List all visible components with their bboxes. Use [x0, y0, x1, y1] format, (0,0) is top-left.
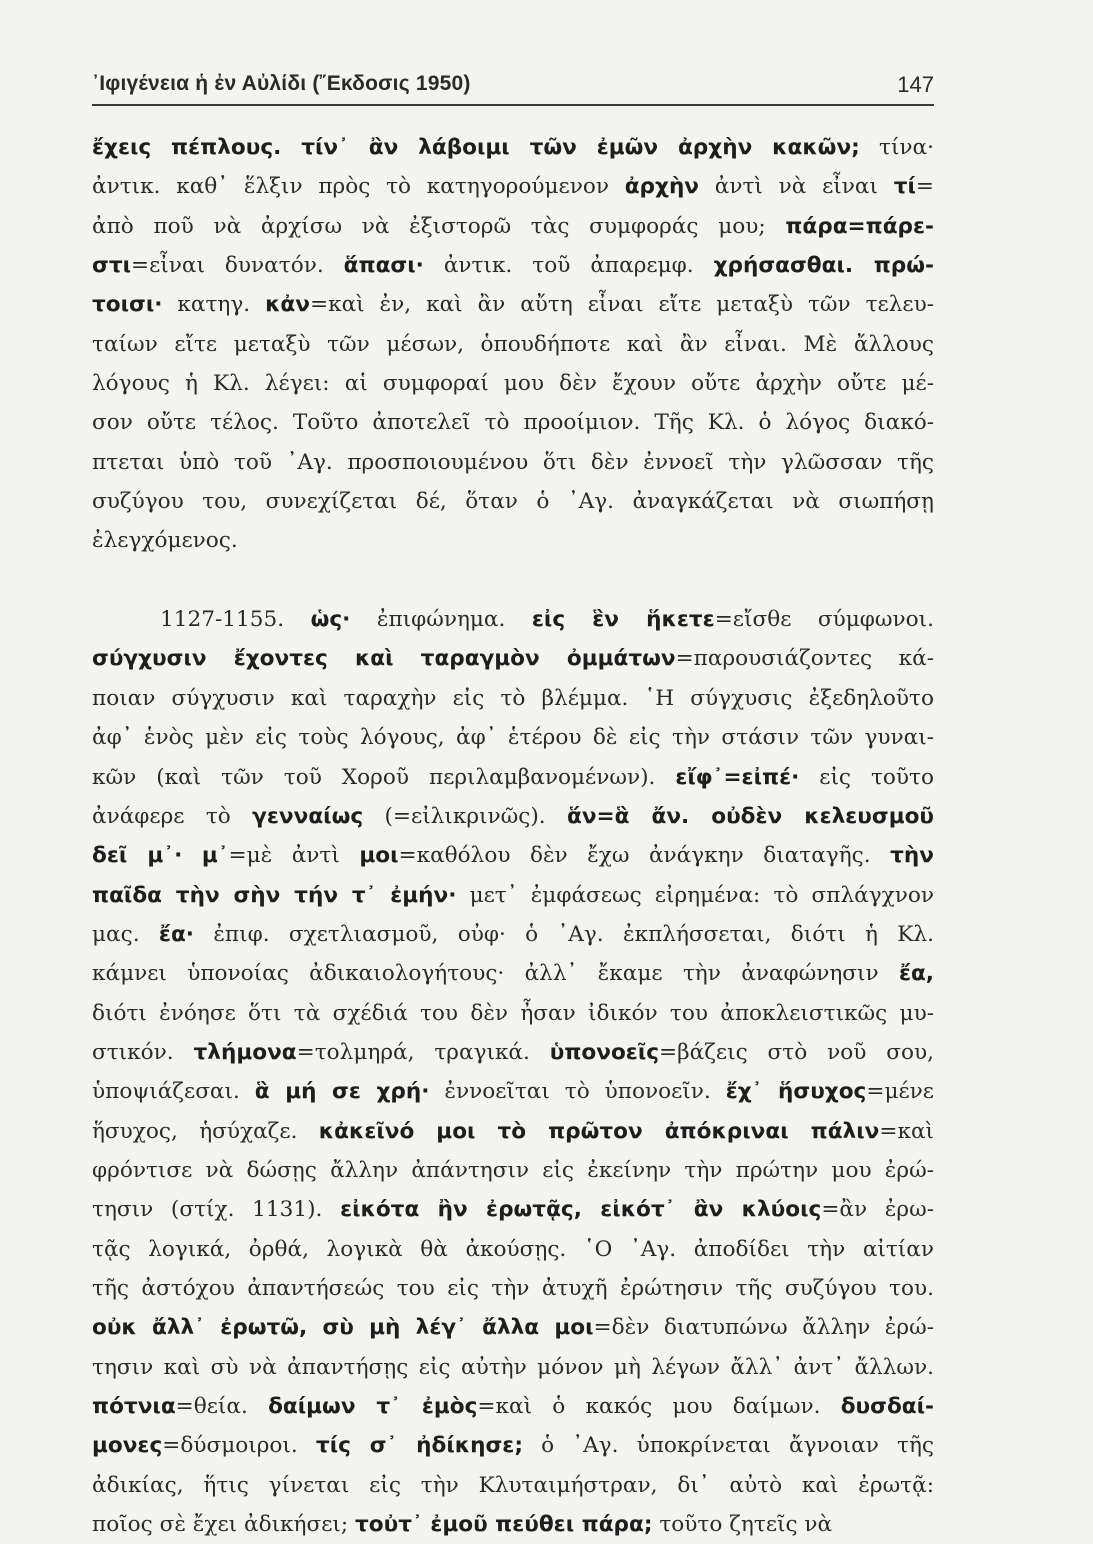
- text-line: [92, 1230, 934, 1269]
- text-line: [92, 954, 934, 993]
- text-segment: ἥσυχος, ἡσύχαζε.: [92, 1118, 319, 1144]
- bold-lemma: μονες: [92, 1433, 163, 1459]
- text-line: [92, 758, 934, 797]
- bold-lemma: ἔα,: [898, 961, 934, 987]
- bold-lemma: ἃ μή σε χρή·: [254, 1079, 430, 1105]
- text-segment: ταίων εἴτε μεταξὺ τῶν μέσων, ὁπουδήποτε καὶ ἂν εἶναι. Μὲ ἄλλους: [92, 331, 934, 357]
- text-segment: ἐλεγχόμενος.: [92, 528, 238, 554]
- text-segment: =μένε: [866, 1079, 934, 1105]
- text-segment: ὑποψιάζεσαι.: [92, 1079, 255, 1105]
- text-line: [92, 718, 934, 757]
- bold-lemma: δυσδαί-: [840, 1394, 934, 1419]
- text-segment: τησιν καὶ σὺ νὰ ἀπαντήσῃς εἰς αὐτὴν μόνον μὴ λέγων ἄλλ᾿ ἀντ᾿ ἄλλων.: [92, 1354, 934, 1380]
- text-segment: στικόν.: [92, 1039, 194, 1065]
- text-segment: διότι ἐνόησε ὅτι τὰ σχέδιά του δὲν ἦσαν ἰδικόν του ἀποκλειστικῶς μυ-: [92, 1000, 934, 1026]
- text-segment: ἐπιφώνημα.: [350, 607, 532, 633]
- bold-lemma: ἔχ᾿ ἥσυχος: [725, 1079, 867, 1105]
- text-segment: (=εἰλικρινῶς).: [363, 803, 567, 829]
- bold-lemma: ὑπονοεῖς: [549, 1039, 660, 1065]
- bold-lemma: τί: [893, 174, 916, 200]
- bold-lemma: ἔχεις πέπλους. τίν᾿ ἂν λάβοιμι τῶν ἐμῶν ἀρχὴν κακῶν;: [92, 135, 860, 160]
- bold-lemma: τοὐτ᾿ ἐμοῦ πεύθει πάρα;: [355, 1512, 653, 1538]
- text-line: [92, 207, 934, 246]
- text-line: [92, 994, 934, 1033]
- text-segment: λόγους ἡ Κλ. λέγει: αἱ συμφοραί μου δὲν ἔχουν οὔτε ἀρχὴν οὔτε μέ-: [92, 371, 934, 397]
- text-line: [92, 1348, 934, 1387]
- text-segment: =δύσμοιροι.: [162, 1433, 316, 1459]
- running-header: [92, 70, 934, 106]
- text-segment: ποιαν σύγχυσιν καὶ ταραχὴν εἰς τὸ βλέμμα. ῾Η σύγχυσις ἐξεδηλοῦτο: [92, 685, 934, 711]
- bold-lemma: τλήμονα: [193, 1039, 297, 1065]
- text-segment: μετ᾿ ἐμφάσεως εἰρημένα: τὸ σπλάγχνον: [456, 882, 934, 908]
- text-line: [92, 325, 934, 364]
- text-line: [92, 1033, 934, 1072]
- text-segment: =καὶ ὁ κακός μου δαίμων.: [477, 1394, 841, 1419]
- text-line: [92, 876, 934, 915]
- text-line: [92, 1112, 934, 1151]
- bold-lemma: ἅν=ἃ ἄν. οὐδὲν κελευσμοῦ: [566, 803, 935, 829]
- text-line: [92, 797, 934, 836]
- text-line: [92, 679, 934, 718]
- text-segment: κατηγ.: [162, 292, 266, 318]
- bold-lemma: δαίμων τ᾿ ἐμὸς: [268, 1394, 478, 1419]
- text-segment: =καθόλου δὲν ἔχω ἀνάγκην διαταγῆς.: [398, 843, 891, 869]
- text-segment: =καὶ ἐν, καὶ ἂν αὔτη εἶναι εἴτε μεταξὺ τῶν τελευ-: [309, 292, 934, 318]
- text-segment: =ἂν ἐρω-: [821, 1197, 934, 1223]
- commentary-text: [92, 128, 934, 1544]
- text-line: [92, 403, 934, 442]
- text-line: [92, 1308, 934, 1347]
- text-line: [92, 1151, 934, 1190]
- bold-lemma: κἀκεῖνό μοι τὸ πρῶτον ἀπόκριναι πάλιν: [318, 1118, 880, 1144]
- text-line: [92, 639, 934, 678]
- bold-lemma: ὡς·: [310, 607, 351, 633]
- text-segment: ἀπὸ ποῦ νὰ ἀρχίσω νὰ ἐξιστορῶ τὰς συμφοράς μου;: [92, 213, 786, 239]
- text-segment: ἐννοεῖται τὸ ὑπονοεῖν.: [429, 1079, 726, 1105]
- bold-lemma: χρήσασθαι. πρώ-: [713, 253, 934, 279]
- text-segment: =: [915, 174, 934, 200]
- text-segment: ἀντικ. καθ᾿ ἕλξιν πρὸς τὸ κατηγορούμενον: [92, 174, 625, 200]
- text-segment: ὁ ᾿Αγ. ὑποκρίνεται ἄγνοιαν τῆς: [522, 1433, 934, 1459]
- bold-lemma: σύγχυσιν ἔχοντες καὶ ταραγμὸν ὀμμάτων: [92, 646, 676, 672]
- text-segment: ἐπιφ. σχετλιασμοῦ, οὐφ· ὁ ᾿Αγ. ἐκπλήσσεται, διότι ἡ Κλ.: [193, 921, 934, 947]
- text-segment: =παρουσιάζοντες κά-: [675, 646, 934, 672]
- text-segment: κῶν (καὶ τῶν τοῦ Χοροῦ περιλαμβανομένων).: [92, 764, 676, 790]
- bold-lemma: τὴν: [890, 843, 934, 869]
- text-segment: =καὶ: [879, 1118, 934, 1144]
- text-segment: ἀφ᾿ ἑνὸς μὲν εἰς τοὺς λόγους, ἀφ᾿ ἑτέρου δὲ εἰς τὴν στάσιν τῶν γυναι-: [92, 725, 934, 751]
- text-segment: =θεία.: [175, 1394, 269, 1419]
- text-segment: =εἴσθε σύμφωνοι.: [714, 607, 934, 633]
- text-line: [92, 1387, 934, 1426]
- text-segment: τησιν (στίχ. 1131).: [92, 1197, 341, 1223]
- text-line: [92, 246, 934, 285]
- text-segment: εἰς τοῦτο: [799, 764, 935, 790]
- text-segment: ἀντὶ νὰ εἶναι: [699, 174, 894, 200]
- text-segment: ἀντικ. τοῦ ἀπαρεμφ.: [423, 253, 714, 279]
- text-segment: σον οὔτε τέλος. Τοῦτο ἀποτελεῖ τὸ προοίμιον. Τῆς Κλ. ὁ λόγος διακό-: [92, 410, 934, 436]
- text-line: [92, 1426, 934, 1465]
- text-line: [92, 128, 934, 167]
- text-segment: μας.: [92, 921, 159, 947]
- bold-lemma: εἰκότα ἢν ἐρωτᾷς, εἰκότ᾿ ἂν κλύοις: [340, 1197, 822, 1223]
- text-segment: 1127-1155.: [160, 607, 311, 633]
- text-segment: τῆς ἀστόχου ἀπαντήσεώς του εἰς τὴν ἀτυχῆ ἐρώτησιν τῆς συζύγου του.: [92, 1275, 934, 1301]
- header-title: ᾿Ιφιγένεια ἡ ἐν Αὐλίδι (῎Εκδοσις 1950): [92, 72, 471, 95]
- text-line: [92, 1072, 934, 1111]
- text-line: [92, 1466, 934, 1505]
- bold-lemma: πότνια: [92, 1394, 176, 1419]
- text-segment: [182, 843, 202, 868]
- text-line: [92, 915, 934, 954]
- bold-lemma: εἴφ᾿=εἰπέ·: [675, 764, 800, 790]
- bold-lemma: μοι: [359, 843, 399, 869]
- text-line: [92, 443, 934, 482]
- text-segment: φρόντισε νὰ δώσῃς ἄλλην ἀπάντησιν εἰς ἐκείνην τὴν πρώτην μου ἐρώ-: [92, 1157, 934, 1183]
- text-segment: πτεται ὑπὸ τοῦ ᾿Αγ. προσποιουμένου ὅτι δὲν ἐννοεῖ τὴν γλῶσσαν τῆς: [92, 449, 934, 475]
- text-segment: =εἶναι δυνατόν.: [131, 253, 344, 279]
- text-segment: ποῖος σὲ ἔχει ἀδικήσει;: [92, 1512, 356, 1538]
- text-line: [92, 1190, 934, 1229]
- bold-lemma: κἀν: [265, 292, 310, 318]
- bold-lemma: ἔα·: [158, 921, 194, 947]
- bold-lemma: στι: [92, 253, 132, 279]
- bold-lemma: τίς σ᾿ ἠδίκησε;: [315, 1433, 523, 1459]
- text-line: [92, 600, 934, 639]
- text-segment: ἀνάφερε τὸ: [92, 803, 253, 829]
- text-segment: =βάζεις στὸ νοῦ σου,: [659, 1039, 934, 1065]
- text-line: [92, 482, 934, 521]
- page-number: 147: [897, 72, 934, 97]
- text-line: [92, 1505, 934, 1544]
- text-line: [92, 167, 934, 206]
- bold-lemma: μ᾿: [201, 843, 229, 869]
- text-line: [92, 836, 934, 875]
- text-segment: κάμνει ὑπονοίας ἀδικαιολογήτους· ἀλλ᾿ ἔκαμε τὴν ἀναφώνησιν: [92, 961, 899, 987]
- bold-lemma: οὐκ ἄλλ᾿ ἐρωτῶ, σὺ μὴ λέγ᾿ ἄλλα μοι: [92, 1315, 594, 1341]
- text-segment: τᾷς λογικά, ὀρθά, λογικὰ θὰ ἀκούσῃς. ῾Ο ᾿Αγ. ἀποδίδει τὴν αἰτίαν: [92, 1236, 934, 1262]
- bold-lemma: πάρα=πάρε-: [785, 213, 934, 239]
- text-line: [92, 364, 934, 403]
- bold-lemma: δεῖ μ᾿·: [92, 843, 183, 869]
- text-segment: ἀδικίας, ἥτις γίνεται εἰς τὴν Κλυταιμήστραν, δι᾿ αὐτὸ καὶ ἐρωτᾷ:: [92, 1472, 934, 1498]
- bold-lemma: ἅπασι·: [343, 253, 424, 279]
- text-line: [92, 1269, 934, 1308]
- text-segment: =μὲ ἀντὶ: [228, 843, 360, 869]
- bold-lemma: γενναίως: [252, 803, 364, 829]
- text-segment: τίνα·: [859, 135, 935, 160]
- text-segment: συζύγου του, συνεχίζεται δέ, ὅταν ὁ ᾿Αγ. ἀναγκάζεται νὰ σιωπήσῃ: [92, 489, 934, 515]
- text-segment: =τολμηρά, τραγικά.: [296, 1039, 550, 1065]
- bold-lemma: παῖδα τὴν σὴν τήν τ᾿ ἐμήν·: [92, 882, 457, 908]
- blank-line: [92, 561, 934, 600]
- text-line: [92, 521, 934, 560]
- bold-lemma: εἰς ἓν ἥκετε: [531, 607, 715, 633]
- bold-lemma: ἀρχὴν: [624, 174, 700, 200]
- bold-lemma: τοισι·: [92, 292, 163, 318]
- text-line: [92, 285, 934, 324]
- text-segment: =δὲν διατυπώνω ἄλλην ἐρώ-: [593, 1315, 934, 1341]
- text-segment: τοῦτο ζητεῖς νὰ: [652, 1512, 833, 1538]
